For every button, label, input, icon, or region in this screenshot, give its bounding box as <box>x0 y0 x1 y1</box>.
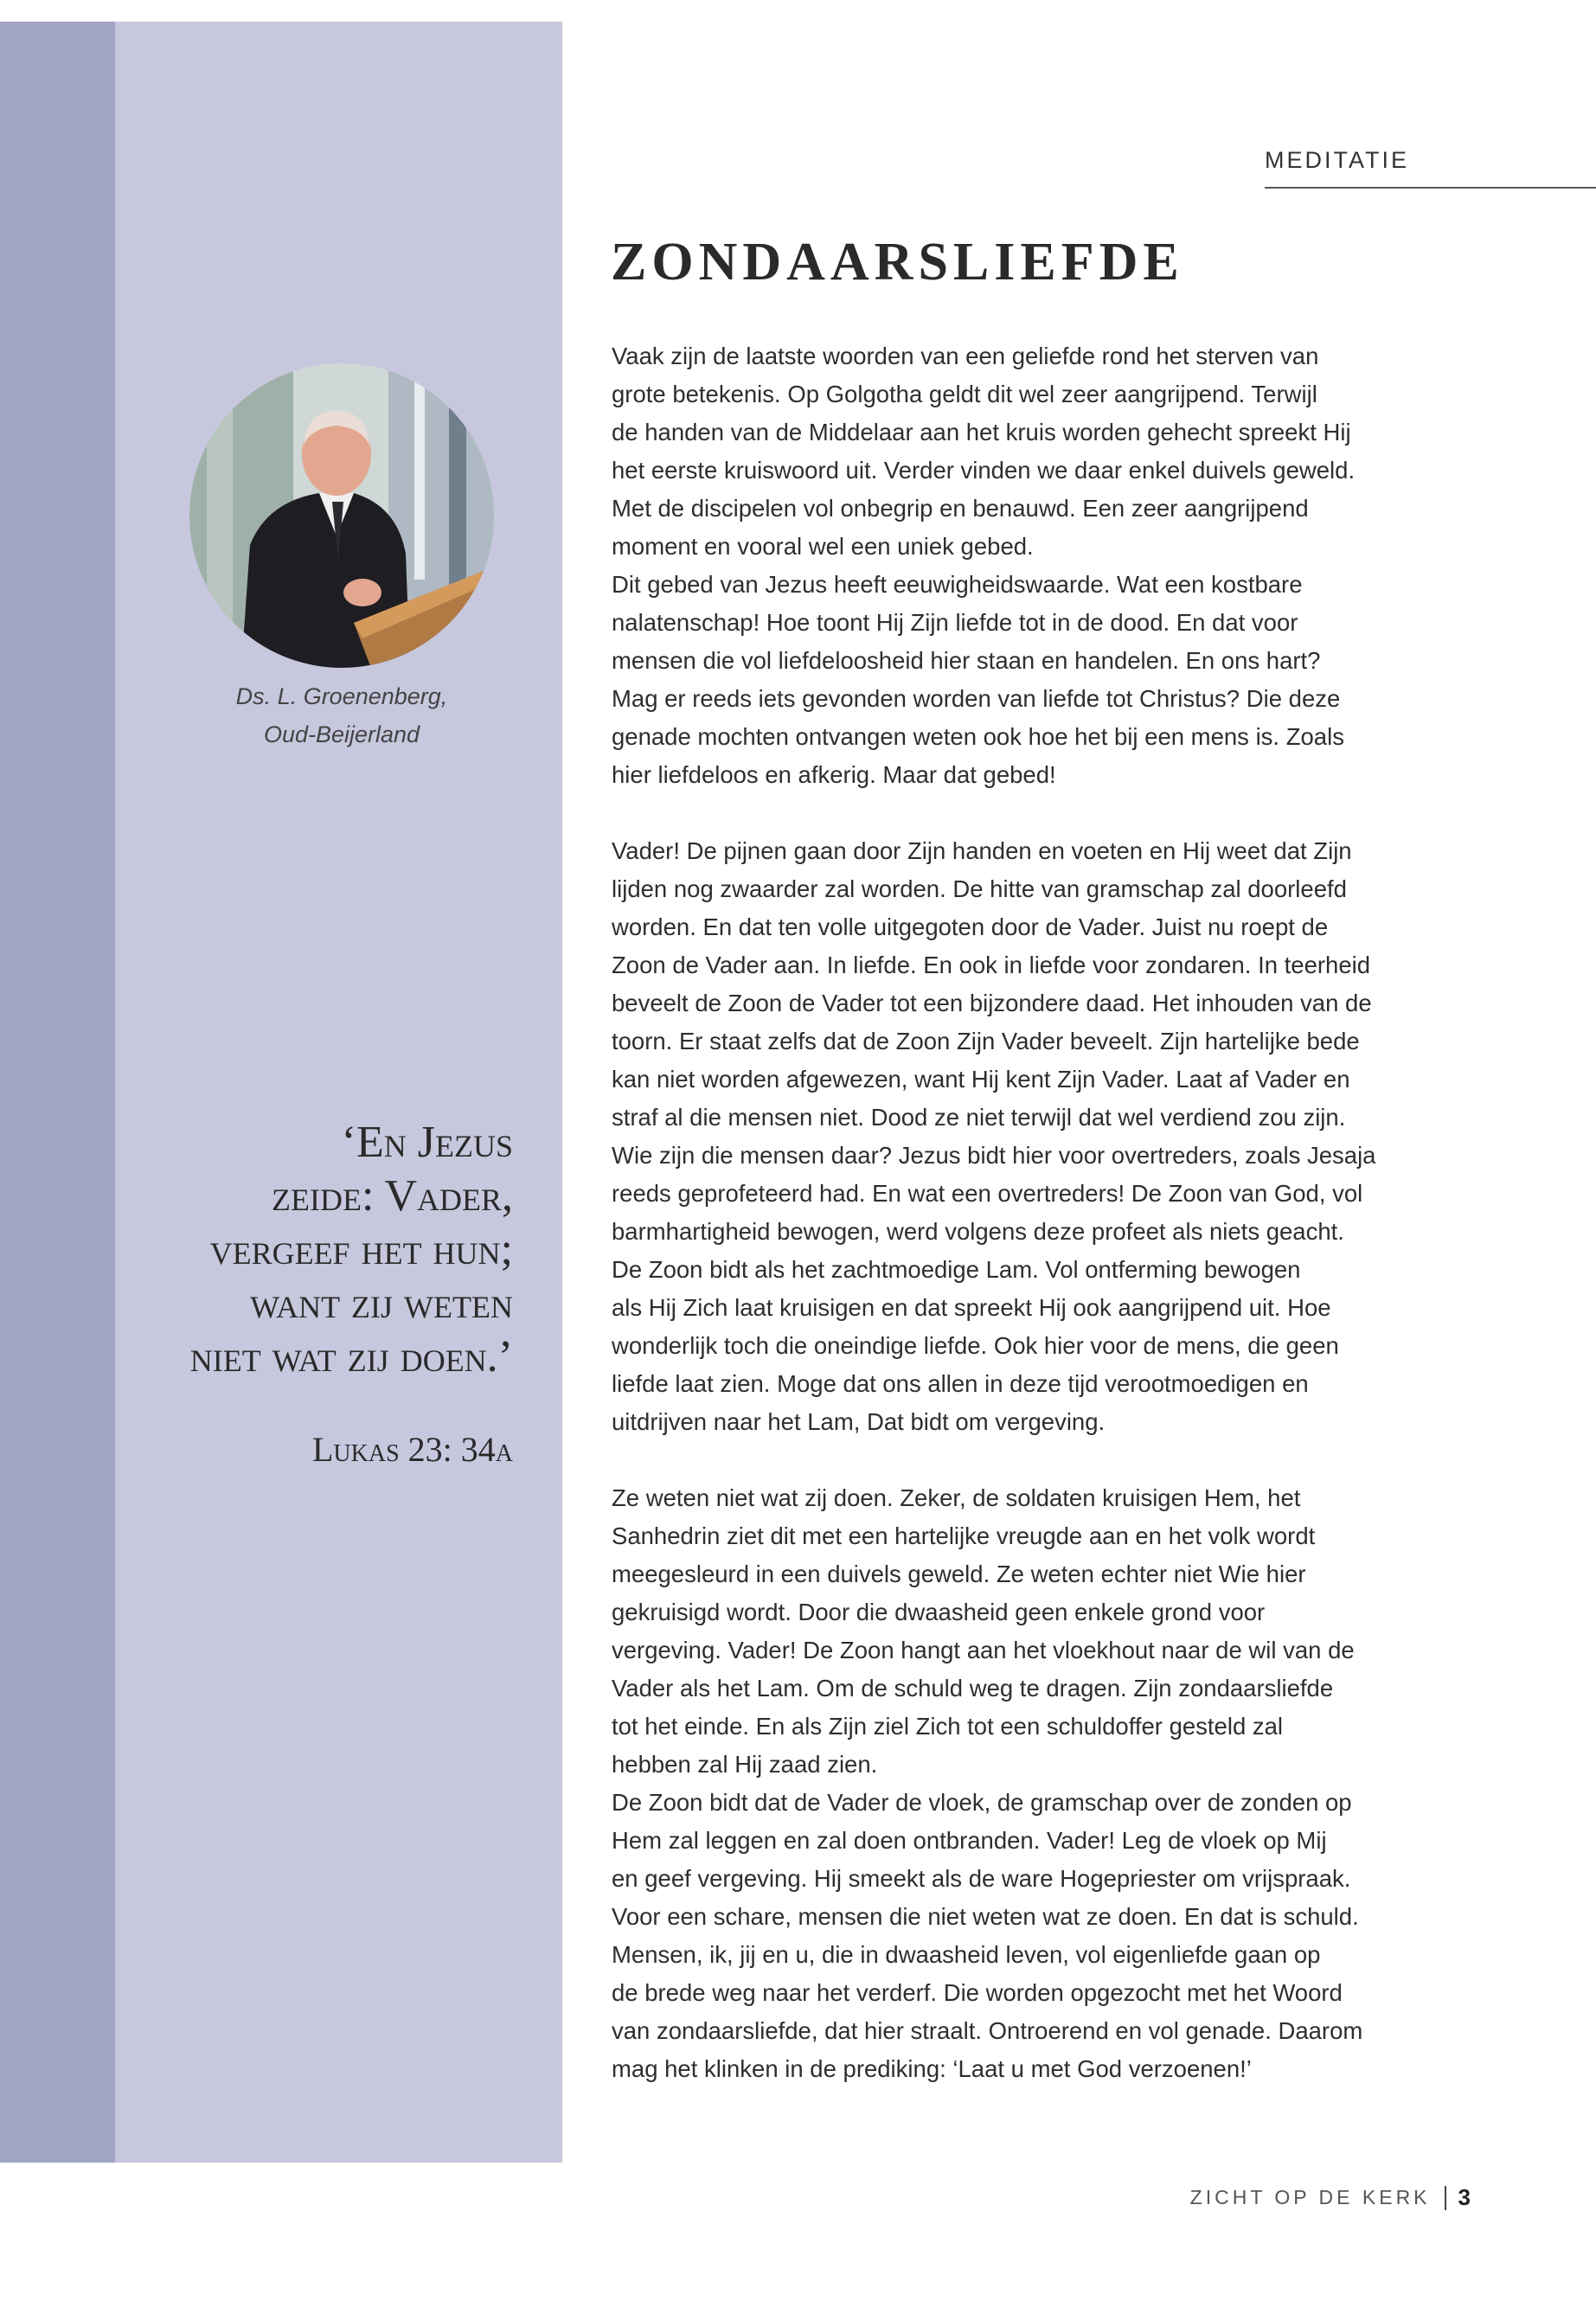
footer-divider <box>1445 2186 1446 2210</box>
body-line: tot het einde. En als Zijn ziel Zich tot een schuldoffer gesteld zal <box>612 1713 1284 1740</box>
body-line: Vader als het Lam. Om de schuld weg te dragen. Zijn zondaarsliefde <box>612 1675 1334 1702</box>
pull-quote <box>130 1116 513 1384</box>
body-line: genade mochten ontvangen weten ook hoe het bij een mens is. Zoals <box>612 723 1344 750</box>
body-line: vergeving. Vader! De Zoon hangt aan het vloekhout naar de wil van de <box>612 1637 1355 1663</box>
body-line: de brede weg naar het verderf. Die worden opgezocht met het Woord <box>612 1979 1343 2006</box>
body-line: grote betekenis. Op Golgotha geldt dit wel zeer aangrijpend. Terwijl <box>612 381 1317 407</box>
quote-line: niet wat zij doen.’ <box>189 1332 513 1381</box>
body-line: straf al die mensen niet. Dood ze niet terwijl dat wel verdiend zou zijn. <box>612 1104 1346 1131</box>
body-line: meegesleurd in een duivels geweld. Ze weten echter niet Wie hier <box>612 1561 1306 1587</box>
paragraph-gap <box>612 1441 1407 1479</box>
article-body <box>612 337 1407 2088</box>
sidebar-dark-strip <box>0 22 115 2163</box>
page-number: 3 <box>1458 2184 1471 2210</box>
body-line: gekruisigd wordt. Door die dwaasheid geen enkele grond voor <box>612 1599 1266 1625</box>
quote-reference: Lukas 23: 34a <box>311 1430 513 1469</box>
body-line: nalatenschap! Hoe toont Hij Zijn liefde tot in de dood. En dat voor <box>612 609 1298 636</box>
author-name: Ds. L. Groenenberg, <box>235 683 448 709</box>
body-line: hebben zal Hij zaad zien. <box>612 1751 878 1778</box>
body-line: van zondaarsliefde, dat hier straalt. Ontroerend en vol genade. Daarom <box>612 2017 1363 2044</box>
publication-name: ZICHT OP DE KERK <box>1189 2186 1431 2208</box>
body-line: liefde laat zien. Moge dat ons allen in deze tijd verootmoedigen en <box>612 1370 1309 1397</box>
body-line: De Zoon bidt dat de Vader de vloek, de gramschap over de zonden op <box>612 1789 1352 1816</box>
body-line: Sanhedrin ziet dit met een hartelijke vreugde aan en het volk wordt <box>612 1522 1316 1549</box>
body-line: Vaak zijn de laatste woorden van een geliefde rond het sterven van <box>612 343 1319 369</box>
body-line: Dit gebed van Jezus heeft eeuwigheidswaarde. Wat een kostbare <box>612 571 1303 598</box>
body-line: De Zoon bidt als het zachtmoedige Lam. Vol ontferming bewogen <box>612 1256 1301 1283</box>
body-line: lijden nog zwaarder zal worden. De hitte van gramschap zal doorleefd <box>612 875 1347 902</box>
quote-line: ‘En Jezus <box>341 1118 513 1167</box>
body-line: Mag er reeds iets gevonden worden van liefde tot Christus? Die deze <box>612 685 1341 712</box>
body-line: beveelt de Zoon de Vader tot een bijzondere daad. Het inhouden van de <box>612 990 1372 1016</box>
body-line: barmhartigheid bewogen, werd volgens deze profeet als niets geacht. <box>612 1218 1344 1245</box>
body-line: worden. En dat ten volle uitgegoten door de Vader. Juist nu roept de <box>612 913 1329 940</box>
author-photo <box>189 363 494 668</box>
author-caption <box>164 677 519 753</box>
body-line: Hem zal leggen en zal doen ontbranden. Vader! Leg de vloek op Mij <box>612 1827 1327 1854</box>
body-line: Voor een schare, mensen die niet weten wat ze doen. En dat is schuld. <box>612 1903 1359 1930</box>
body-line: het eerste kruiswoord uit. Verder vinden we daar enkel duivels geweld. <box>612 457 1356 484</box>
quote-line: zeide: Vader, <box>271 1171 513 1221</box>
body-line: Met de discipelen vol onbegrip en benauwd. Een zeer aangrijpend <box>612 495 1309 522</box>
quote-line: want zij weten <box>250 1279 513 1328</box>
page-footer <box>1159 2184 1471 2211</box>
body-line: hier liefdeloos en afkerig. Maar dat gebed! <box>612 761 1056 788</box>
sidebar-panel <box>115 22 562 2163</box>
paragraph-gap <box>612 794 1407 832</box>
body-line: kan niet worden afgewezen, want Hij kent Zijn Vader. Laat af Vader en <box>612 1066 1350 1093</box>
body-line: reeds geprofeteerd had. En wat een overtreders! De Zoon van God, vol <box>612 1180 1363 1207</box>
body-line: Ze weten niet wat zij doen. Zeker, de soldaten kruisigen Hem, het <box>612 1484 1301 1511</box>
body-line: Zoon de Vader aan. In liefde. En ook in liefde voor zondaren. In teerheid <box>612 952 1371 978</box>
author-location: Oud-Beijerland <box>263 721 420 747</box>
body-line: en geef vergeving. Hij smeekt als de ware Hogepriester om vrijspraak. <box>612 1865 1351 1892</box>
body-line: mag het klinken in de prediking: ‘Laat u met God verzoenen!’ <box>612 2055 1252 2082</box>
section-label: MEDITATIE <box>1265 147 1409 173</box>
article-title: ZONDAARSLIEFDE <box>611 233 1184 292</box>
body-line: Vader! De pijnen gaan door Zijn handen en voeten en Hij weet dat Zijn <box>612 837 1352 864</box>
body-line: wonderlijk toch die oneindige liefde. Ook hier voor de mens, die geen <box>612 1332 1339 1359</box>
body-line: mensen die vol liefdeloosheid hier staan en handelen. En ons hart? <box>612 647 1321 674</box>
body-line: moment en vooral wel een uniek gebed. <box>612 533 1034 560</box>
body-line: als Hij Zich laat kruisigen en dat spreekt Hij ook aangrijpend uit. Hoe <box>612 1294 1331 1321</box>
quote-line: vergeef het hun; <box>209 1225 513 1274</box>
body-line: Mensen, ik, jij en u, die in dwaasheid leven, vol eigenliefde gaan op <box>612 1941 1321 1968</box>
body-line: toorn. Er staat zelfs dat de Zoon Zijn Vader beveelt. Zijn hartelijke bede <box>612 1028 1360 1054</box>
section-rule <box>1265 187 1596 189</box>
body-line: de handen van de Middelaar aan het kruis worden gehecht spreekt Hij <box>612 419 1351 445</box>
body-line: uitdrijven naar het Lam, Dat bidt om vergeving. <box>612 1408 1106 1435</box>
body-line: Wie zijn die mensen daar? Jezus bidt hier voor overtreders, zoals Jesaja <box>612 1142 1376 1169</box>
